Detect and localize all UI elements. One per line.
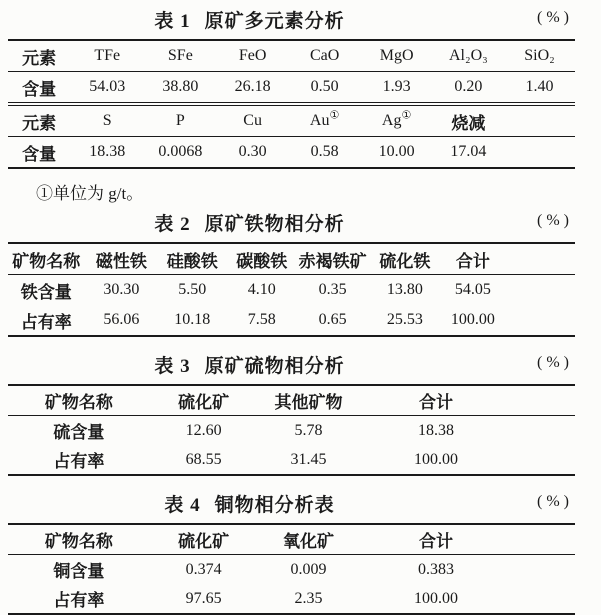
table-row: [8, 445, 575, 475]
table4-block: [8, 490, 575, 615]
table-cell: MgO: [361, 40, 433, 72]
table-cell: 68.55: [185, 450, 222, 468]
table-cell: 5.50: [178, 281, 207, 298]
table-cell: 38.80: [144, 72, 217, 105]
table-cell: 56.06: [103, 311, 140, 328]
table-cell: 0.65: [318, 311, 347, 328]
table-row: [8, 416, 575, 446]
table-cell: 硫化矿: [150, 385, 258, 416]
table-cell: 17.04: [450, 143, 487, 160]
table-cell: P: [144, 104, 217, 137]
table-row: [8, 137, 575, 169]
table-cell: 元素: [8, 40, 70, 72]
table4-caption-label: 表 4: [164, 494, 201, 516]
table3-caption: [154, 351, 344, 378]
table-cell: 4.10: [247, 281, 276, 298]
table-cell: [504, 104, 575, 137]
table-row: [8, 40, 575, 72]
table-cell: 赤褐铁矿: [297, 243, 368, 275]
table1-multielement-analysis: [8, 39, 575, 169]
table-row: [8, 275, 575, 306]
table3-unit-label: (%): [537, 354, 573, 371]
table-cell: [504, 275, 575, 306]
table-cell: [504, 243, 575, 275]
table1-unit-label: (%): [537, 9, 573, 26]
table-cell: 硫含量: [53, 423, 105, 442]
table-cell: 30.30: [103, 281, 140, 298]
table-cell: [513, 524, 575, 555]
table-cell: 占有率: [53, 591, 105, 610]
table-cell: 0.383: [418, 560, 455, 578]
table-cell: 占有率: [53, 452, 105, 471]
table-cell: 1.40: [504, 72, 575, 105]
table-row: [8, 72, 575, 105]
table-cell: 10.00: [378, 143, 415, 160]
table-cell: SiO₂: [504, 40, 575, 72]
table-cell: 7.58: [247, 311, 276, 328]
table-cell: 矿物名称: [8, 243, 85, 275]
table-cell: Cu: [217, 104, 289, 137]
table3-sulfur-phase-analysis: [8, 384, 575, 476]
table-cell: 矿物名称: [8, 385, 150, 416]
table3-caption-label: 表 3: [154, 355, 191, 377]
table2-iron-phase-analysis: [8, 242, 575, 337]
table-cell: 0.30: [238, 143, 267, 160]
table-cell: 97.65: [185, 589, 222, 607]
table-cell: 氧化矿: [257, 524, 359, 555]
table-cell: SFe: [144, 40, 217, 72]
table-cell: 元素: [8, 104, 70, 137]
table-row: [8, 584, 575, 614]
table4-caption-row: [8, 490, 575, 516]
footnote-marker: ①: [401, 109, 412, 122]
table-cell: 碳酸铁: [226, 243, 297, 275]
table1-caption-label: 表 1: [154, 10, 191, 32]
table-cell: 合计: [360, 524, 513, 555]
table-cell: 0.374: [185, 560, 222, 578]
table2-caption-title: 原矿铁物相分析: [204, 213, 345, 235]
footnote-marker: ①: [329, 109, 340, 122]
table-row: [8, 555, 575, 585]
table1-caption-row: [8, 6, 575, 32]
table1-caption-title: 原矿多元素分析: [204, 10, 345, 32]
table-cell: 0.35: [318, 281, 347, 298]
table2-unit-label: (%): [537, 212, 573, 229]
table-cell: [513, 445, 575, 475]
table-cell: 烧减: [433, 104, 504, 137]
table-cell: 100.00: [414, 589, 459, 607]
table-cell: 0.009: [290, 560, 327, 578]
table3-block: [8, 351, 575, 476]
table-cell: TFe: [70, 40, 144, 72]
table-cell: [513, 555, 575, 585]
table-cell: 硫化矿: [150, 524, 258, 555]
table1-footnote: ①单位为 g/t。: [36, 184, 144, 203]
table-cell: 合计: [442, 243, 504, 275]
table-cell: Au①: [289, 104, 361, 137]
table-cell: 铜含量: [53, 562, 105, 581]
table-cell: 10.18: [174, 311, 211, 328]
table-cell: 铁含量: [20, 282, 72, 302]
table-cell: 25.53: [386, 311, 423, 328]
table-cell: 硫化铁: [368, 243, 442, 275]
table-cell: 2.35: [294, 589, 323, 607]
table-cell: 18.38: [418, 421, 455, 439]
table4-caption-title: 铜物相分析表: [214, 494, 335, 516]
table4-copper-phase-analysis: [8, 523, 575, 615]
table1-caption: [154, 6, 344, 33]
table4-caption: [164, 490, 334, 517]
table2-caption-row: [8, 209, 575, 235]
table-cell: 31.45: [290, 450, 327, 468]
table3-caption-title: 原矿硫物相分析: [204, 355, 345, 377]
table2-caption: [154, 209, 344, 236]
table-cell: 0.50: [289, 72, 361, 105]
table-cell: 0.20: [433, 72, 504, 105]
table-cell: 0.0068: [158, 143, 203, 160]
table-cell: [504, 137, 575, 169]
table-cell: 其他矿物: [257, 385, 359, 416]
table-cell: CaO: [289, 40, 361, 72]
table2-caption-label: 表 2: [154, 213, 191, 235]
table-cell: 100.00: [414, 450, 459, 468]
table-row: [8, 385, 575, 416]
table-row: [8, 104, 575, 137]
table-cell: 合计: [360, 385, 513, 416]
table1-block: [8, 6, 575, 169]
table-cell: 13.80: [386, 281, 423, 298]
table-cell: 5.78: [294, 421, 323, 439]
table-cell: 1.93: [361, 72, 433, 105]
table-cell: Ag①: [361, 104, 433, 137]
table-cell: [513, 416, 575, 446]
table4-unit-label: (%): [537, 493, 573, 510]
table-cell: Al₂O₃: [433, 40, 504, 72]
table3-caption-row: [8, 351, 575, 377]
table-row: [8, 524, 575, 555]
table-cell: 54.05: [454, 281, 491, 298]
table-cell: [513, 385, 575, 416]
table2-block: [8, 209, 575, 337]
table-cell: 54.03: [70, 72, 144, 105]
table-cell: 12.60: [185, 421, 222, 439]
table-row: [8, 243, 575, 275]
table-row: [8, 305, 575, 336]
table-cell: 含量: [22, 144, 57, 164]
table-cell: S: [70, 104, 144, 137]
table-cell: 含量: [8, 72, 70, 105]
table-cell: 100.00: [450, 311, 495, 328]
table-cell: FeO: [217, 40, 289, 72]
table-cell: 磁性铁: [85, 243, 159, 275]
table-cell: 占有率: [20, 312, 72, 332]
table-cell: [513, 584, 575, 614]
table-cell: 0.58: [310, 143, 339, 160]
table-cell: [504, 305, 575, 336]
table-cell: 26.18: [217, 72, 289, 105]
table-cell: 18.38: [89, 143, 126, 160]
table-cell: 硅酸铁: [158, 243, 226, 275]
table-cell: 矿物名称: [8, 524, 150, 555]
